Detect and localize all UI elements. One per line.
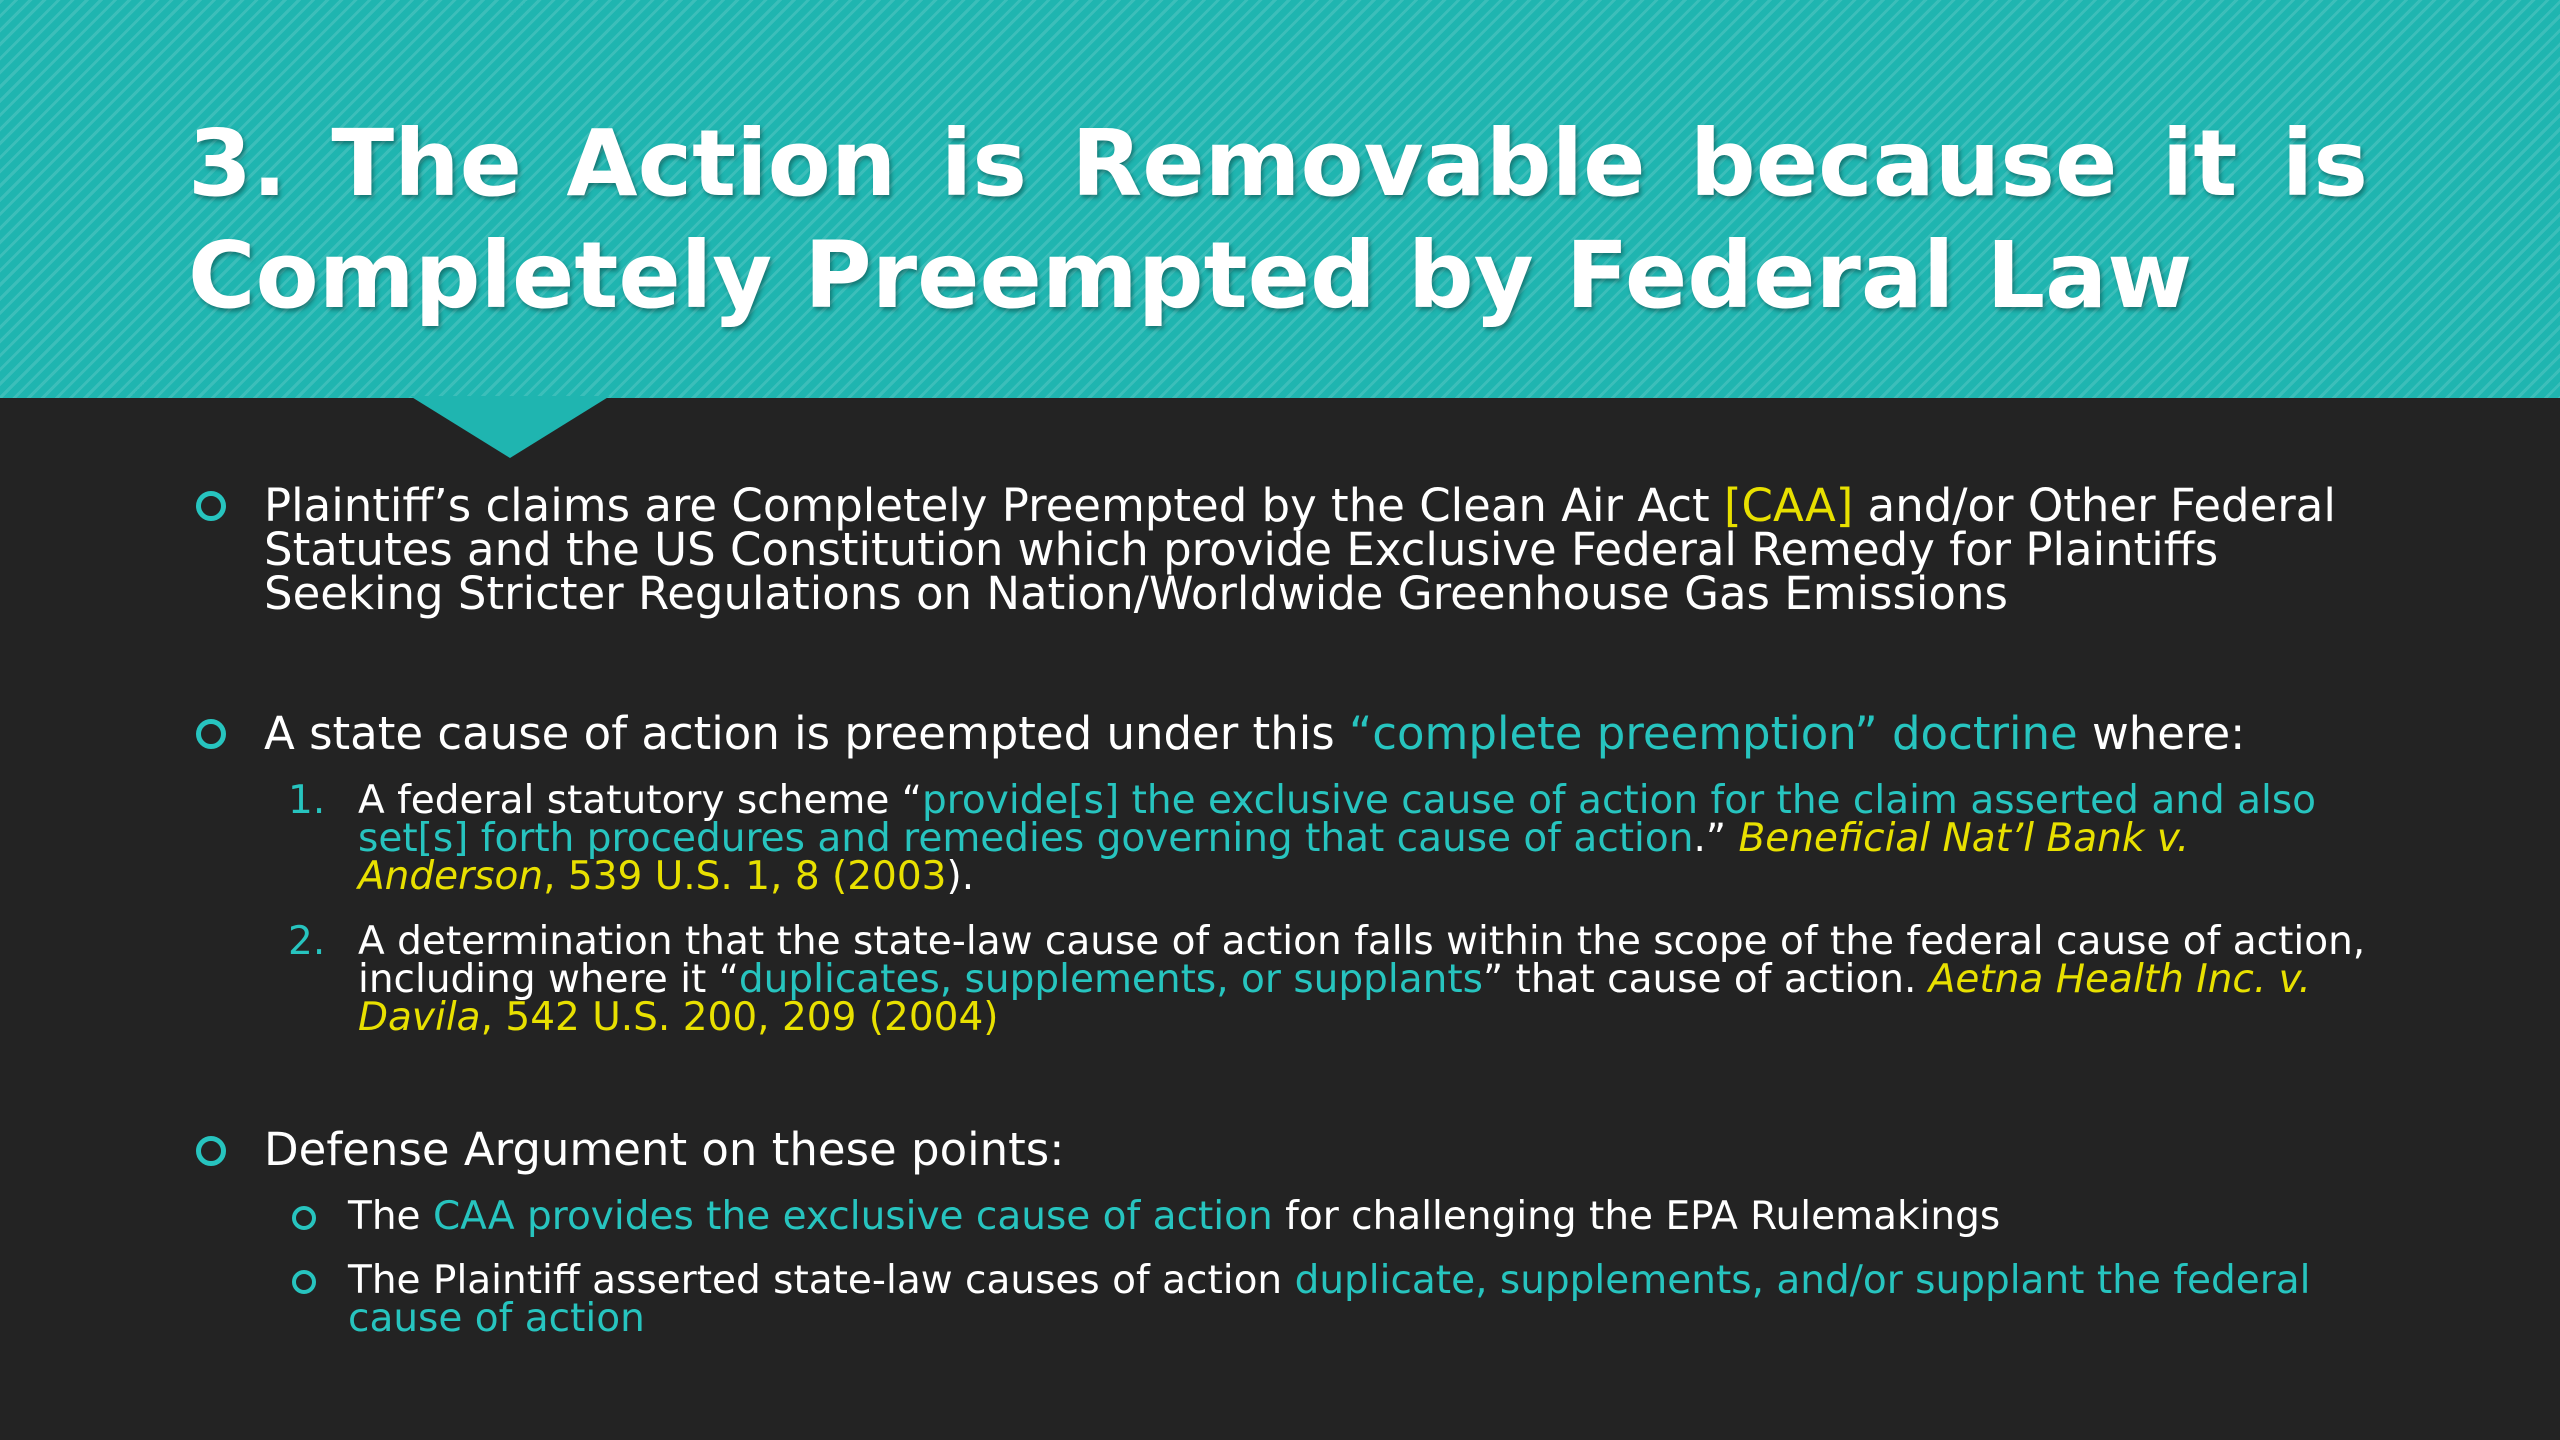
ring-bullet-icon <box>196 1136 226 1166</box>
sub-bullet-text <box>348 1194 2368 1239</box>
caa-highlight: [CAA] <box>1724 479 1854 532</box>
ring-bullet-icon <box>196 491 226 521</box>
ring-bullet-icon <box>196 719 226 749</box>
bullet-text: Defense Argument on these points: <box>264 1123 1065 1176</box>
bullet-text <box>264 479 2364 620</box>
case-name: Aetna Health Inc. v. Davila <box>358 957 2311 1040</box>
case-citation: , 542 U.S. 200, 209 (2004) <box>480 995 999 1040</box>
text-run: .” <box>1693 816 1739 861</box>
argument-highlight: CAA provides the exclusive cause of action <box>432 1194 1273 1239</box>
text-run: The <box>348 1194 433 1239</box>
text-run: where: <box>2077 707 2246 760</box>
ring-bullet-icon <box>292 1206 316 1230</box>
quote-highlight: duplicates, supplements, or supplants <box>738 957 1483 1002</box>
item-number: 2. <box>288 919 326 964</box>
slide-title: 3. The Action is Removable because it is Completely Preempted by Federal Law <box>188 110 2368 329</box>
quote-highlight: provide[s] the exclusive cause of action for the claim asserted and also set[s] forth procedures and remedies governing that cause of action <box>358 778 2317 861</box>
item-number: 1. <box>288 778 326 823</box>
text-run: A federal statutory scheme “ <box>358 778 922 823</box>
text-run: and/or Other Federal Statutes and the US Constitution which provide Exclusive Federal Remedy for Plaintiffs Seeking Stricter Regulations on Nation/Worldwide Greenhouse Gas Emissions <box>264 479 2336 620</box>
text-run: ” that cause of action. <box>1482 957 1929 1002</box>
ring-bullet-icon <box>292 1270 316 1294</box>
sub-bullet-text <box>348 1258 2368 1341</box>
text-run: A determination that the state-law cause of action falls within the scope of the federal cause of action, including where it “ <box>358 919 2366 1002</box>
case-citation: , 539 U.S. 1, 8 (2003 <box>543 854 947 899</box>
item-text <box>358 778 2368 899</box>
doctrine-highlight: “complete preemption” doctrine <box>1348 707 2078 760</box>
text-run: Plaintiff’s claims are Completely Preempted by the Clean Air Act <box>264 479 1724 532</box>
text-run: for challenging the EPA Rulemakings <box>1272 1194 2001 1239</box>
argument-highlight: duplicate, supplements, and/or supplant the federal cause of action <box>348 1258 2311 1341</box>
case-name: Beneficial Nat’l Bank v. Anderson <box>358 816 2190 899</box>
text-run: The Plaintiff asserted state-law causes of action <box>348 1258 1295 1303</box>
text-run: A state cause of action is preempted under this <box>264 707 1349 760</box>
bullet-text <box>264 707 2364 760</box>
text-run: ). <box>946 854 975 899</box>
item-text <box>358 919 2368 1040</box>
